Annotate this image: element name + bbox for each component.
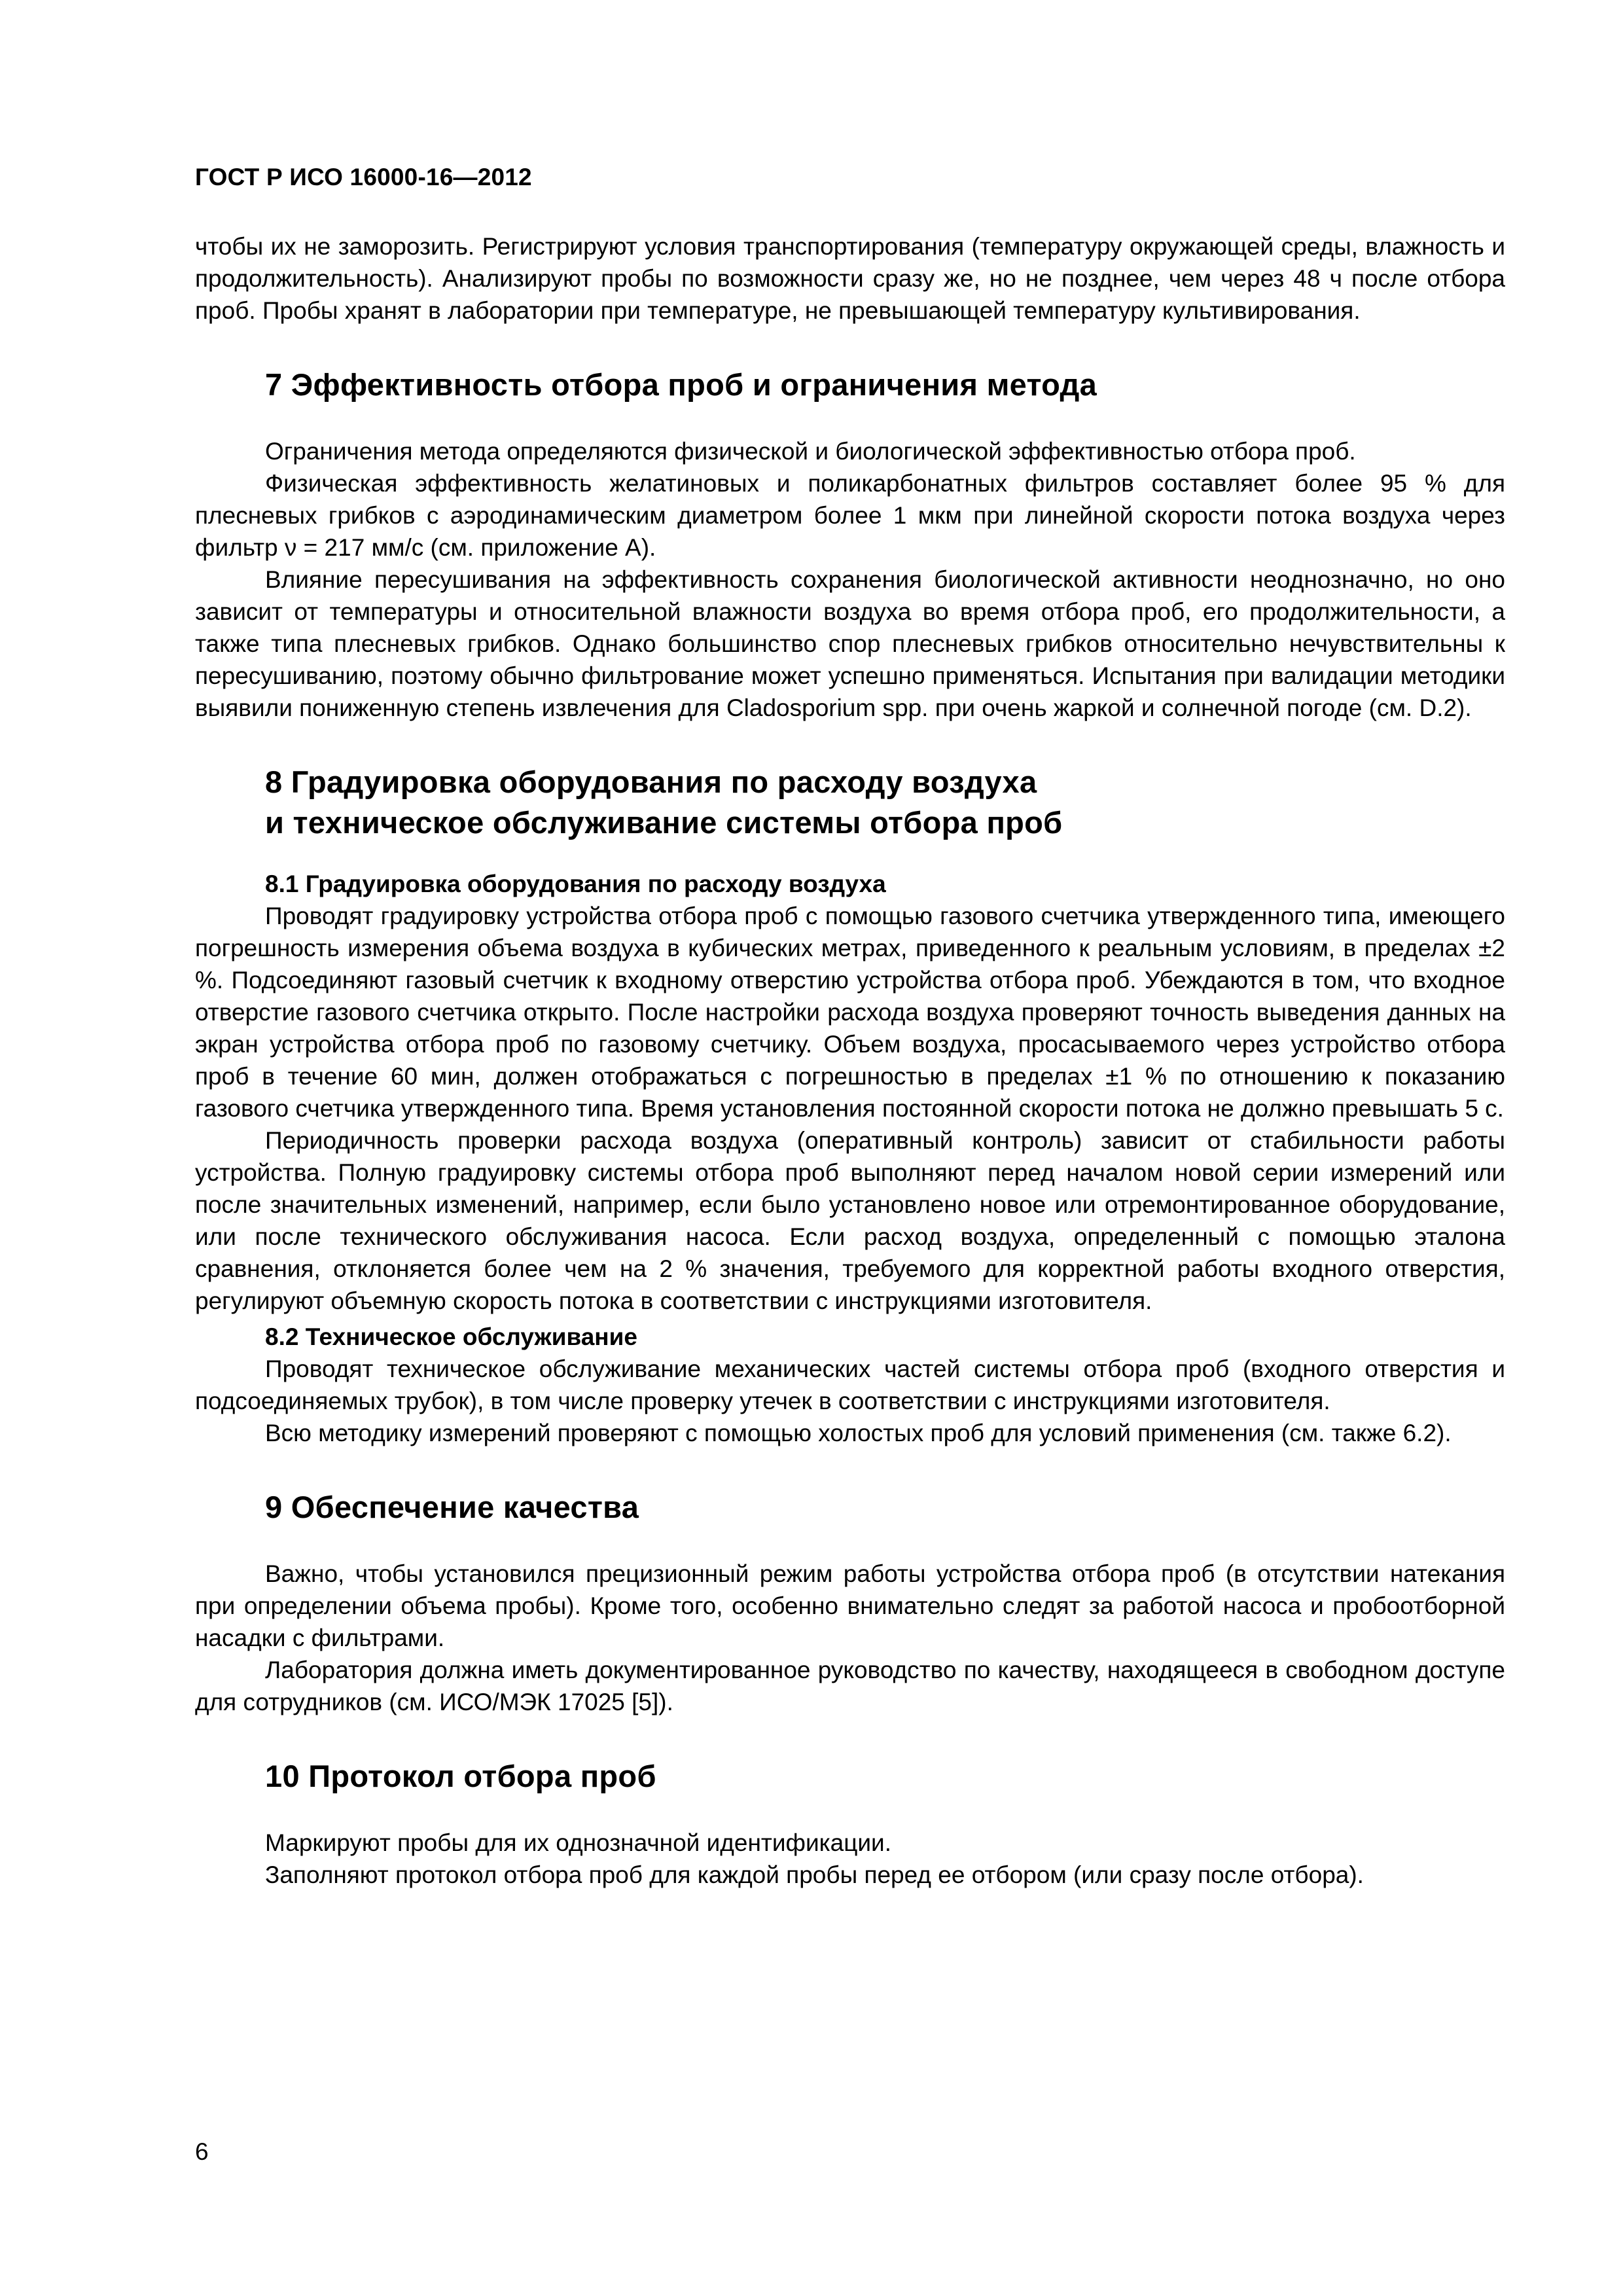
- section-10-paragraph-1: Маркируют пробы для их однозначной идентификации.: [265, 1829, 891, 1856]
- subsection-8-2-paragraph-1: Проводят техническое обслуживание механических частей системы отбора проб (входного отверстия и подсоединяемых трубок), в том числе проверку утечек в соответствии с инструкциями изготовителя.: [195, 1355, 1505, 1414]
- subsection-8-1-paragraph-2: Периодичность проверки расхода воздуха (оперативный контроль) зависит от стабильности работы устройства. Полную градуировку системы отбора проб выполняют перед началом новой серии измерений или после значительных изменений, например, если было установлено новое или отремонтированное оборудование, или после технического обслуживания насоса. Если расход воздуха, определенный с помощью эталона сравнения, отклоняется более чем на 2 % значения, требуемого для корректной работы входного отверстия, регулируют объемную скорость потока в соответствии с инструкциями изготовителя.: [195, 1127, 1505, 1314]
- page-number: 6: [195, 2138, 209, 2165]
- section-7-paragraph-1: Ограничения метода определяются физической и биологической эффективностью отбора проб.: [265, 438, 1356, 465]
- section-9-paragraph-1: Важно, чтобы установился прецизионный режим работы устройства отбора проб (в отсутствии натекания при определении объема пробы). Кроме того, особенно внимательно следят за работой насоса и пробоотборной насадки с фильтрами.: [195, 1560, 1505, 1651]
- intro-paragraph: чтобы их не заморозить. Регистрируют условия транспортирования (температуру окружающей среды, влажность и продолжительность). Анализируют пробы по возможности сразу же, но не позднее, чем через 48 ч после отбора проб. Пробы хранят в лаборатории при температуре, не превышающей температуру культивирования.: [195, 233, 1505, 324]
- section-8-heading-line-2: и техническое обслуживание системы отбора проб: [265, 805, 1063, 840]
- running-header: ГОСТ Р ИСО 16000-16—2012: [195, 164, 532, 190]
- subsection-8-2-heading: 8.2 Техническое обслуживание: [265, 1323, 637, 1350]
- document-body: [195, 230, 1505, 1891]
- section-7-paragraph-3: Влияние пересушивания на эффективность сохранения биологической активности неоднозначно, но оно зависит от температуры и относительной влажности воздуха во время отбора проб, его продолжительности, а также типа плесневых грибков. Однако большинство спор плесневых грибков относительно нечувствительны к пересушиванию, поэтому обычно фильтрование может успешно применяться. Испытания при валидации методики выявили пониженную степень извлечения для Cladosporium spp. при очень жаркой и солнечной погоде (см. D.2).: [195, 566, 1505, 721]
- section-9-heading: 9 Обеспечение качества: [265, 1490, 639, 1524]
- subsection-8-1-paragraph-1: Проводят градуировку устройства отбора проб с помощью газового счетчика утвержденного типа, имеющего погрешность измерения объема воздуха в кубических метрах, приведенного к реальным условиям, в пределах ±2 %. Подсоединяют газовый счетчик к входному отверстию устройства отбора проб. Убеждаются в том, что входное отверстие газового счетчика открыто. После настройки расхода воздуха проверяют точность выведения данных на экран устройства отбора проб по газовому счетчику. Объем воздуха, просасываемого через устройство отбора проб в течение 60 мин, должен отображаться с погрешностью в пределах ±1 % по отношению к показанию газового счетчика утвержденного типа. Время установления постоянной скорости потока не должно превышать 5 с.: [195, 903, 1505, 1122]
- section-10-paragraph-2: Заполняют протокол отбора проб для каждой пробы перед ее отбором (или сразу после отбора).: [265, 1861, 1364, 1888]
- section-7-heading: 7 Эффективность отбора проб и ограничения метода: [265, 367, 1097, 402]
- subsection-8-1-heading: 8.1 Градуировка оборудования по расходу воздуха: [265, 870, 886, 897]
- section-10-heading: 10 Протокол отбора проб: [265, 1759, 656, 1793]
- section-8-heading: [195, 762, 1505, 843]
- section-9-paragraph-2: Лаборатория должна иметь документированное руководство по качеству, находящееся в свободном доступе для сотрудников (см. ИСО/МЭК 17025 [5]).: [195, 1657, 1505, 1715]
- subsection-8-2-paragraph-2: Всю методику измерений проверяют с помощью холостых проб для условий применения (см. также 6.2).: [265, 1420, 1452, 1446]
- section-8-heading-line-1: 8 Градуировка оборудования по расходу воздуха: [265, 764, 1037, 799]
- section-7-paragraph-2: Физическая эффективность желатиновых и поликарбонатных фильтров составляет более 95 % для плесневых грибков с аэродинамическим диаметром более 1 мкм при линейной скорости потока воздуха через фильтр ν = 217 мм/с (см. приложение А).: [195, 470, 1505, 561]
